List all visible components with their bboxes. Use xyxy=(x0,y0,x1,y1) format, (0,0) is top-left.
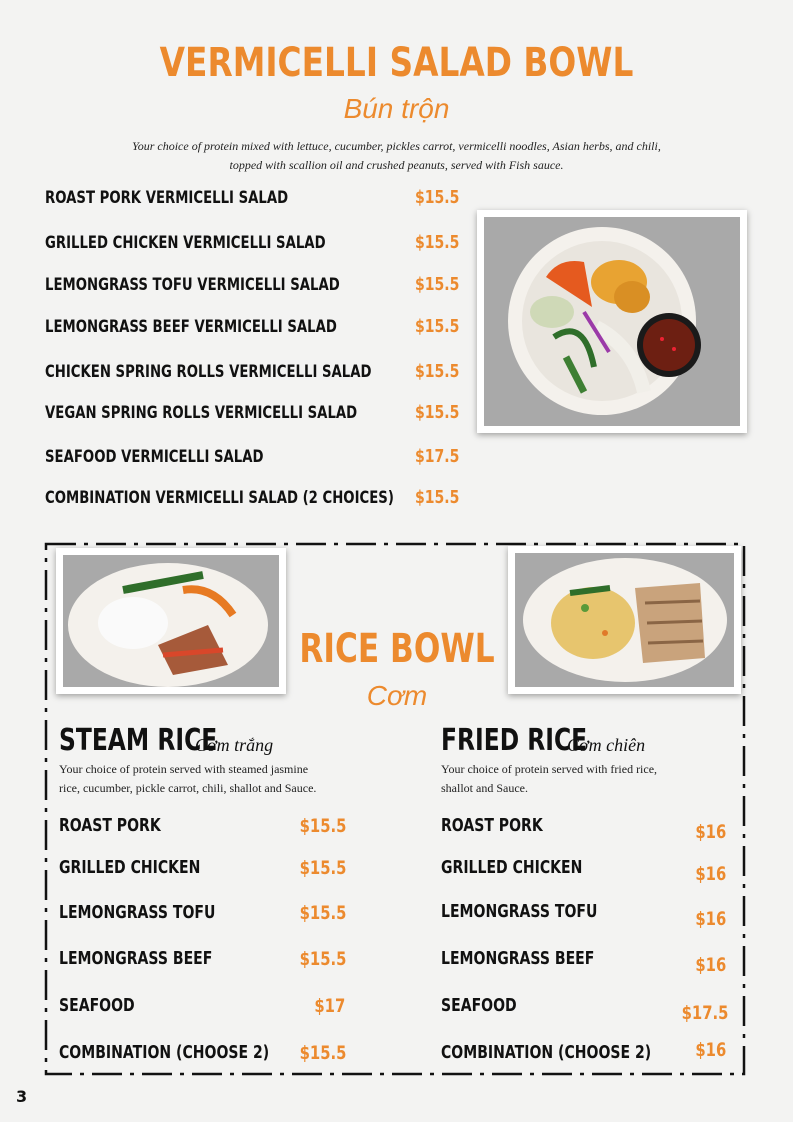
item-name: VEGAN SPRING ROLLS VERMICELLI SALAD xyxy=(45,403,358,423)
vermicelli-description-line: topped with scallion oil and crushed peanuts, served with Fish sauce. xyxy=(229,158,564,172)
item-price: $15.5 xyxy=(415,187,460,208)
item-price: $15.5 xyxy=(299,948,347,970)
menu-item xyxy=(59,812,347,840)
steam-rice-subtitle: Cơm trắng xyxy=(195,735,274,755)
item-name: ROAST PORK xyxy=(441,815,543,836)
item-name: SEAFOOD xyxy=(59,995,135,1016)
menu-item xyxy=(45,184,465,212)
menu-item xyxy=(45,443,465,471)
menu-item xyxy=(45,358,465,386)
item-price: $17.5 xyxy=(415,446,460,467)
menu-item xyxy=(45,484,465,512)
vermicelli-bowl-photo xyxy=(477,210,747,433)
menu-item xyxy=(45,229,465,257)
fried-rice-title: FRIED RICE xyxy=(441,723,588,758)
menu-item xyxy=(45,399,465,427)
fried-rice-heading xyxy=(441,723,646,758)
item-price: $15.5 xyxy=(415,274,460,295)
menu-item xyxy=(45,271,465,299)
menu-item xyxy=(45,313,465,341)
item-name: COMBINATION VERMICELLI SALAD (2 CHOICES) xyxy=(45,488,394,508)
item-name: GRILLED CHICKEN xyxy=(59,857,201,878)
item-name: GRILLED CHICKEN VERMICELLI SALAD xyxy=(45,233,326,253)
item-name: LEMONGRASS BEEF VERMICELLI SALAD xyxy=(45,317,337,337)
item-name: LEMONGRASS TOFU VERMICELLI SALAD xyxy=(45,275,340,295)
item-name: LEMONGRASS TOFU xyxy=(59,902,216,923)
item-price: $15.5 xyxy=(415,316,460,337)
menu-item xyxy=(59,1039,347,1067)
steam-rice-image xyxy=(63,555,279,687)
menu-item xyxy=(441,812,731,843)
item-price: $16 xyxy=(695,863,727,885)
steam-rice-title: STEAM RICE xyxy=(59,723,218,758)
section-title-vermicelli: VERMICELLI SALAD BOWL xyxy=(159,40,634,86)
item-name: LEMONGRASS BEEF xyxy=(59,948,213,969)
fried-rice-photo xyxy=(508,546,741,694)
item-name: GRILLED CHICKEN xyxy=(441,857,583,878)
steam-rice-description-line: rice, cucumber, pickle carrot, chili, shallot and Sauce. xyxy=(59,781,317,795)
menu-item xyxy=(441,945,731,976)
section-subtitle-vermicelli: Bún trộn xyxy=(343,93,450,124)
item-name: LEMONGRASS BEEF xyxy=(441,948,595,969)
section-subtitle-rice: Cơm xyxy=(366,680,428,711)
vermicelli-description xyxy=(60,137,733,175)
steam-rice-photo xyxy=(56,548,286,694)
item-name: ROAST PORK VERMICELLI SALAD xyxy=(45,188,289,208)
menu-item xyxy=(441,854,731,885)
steam-rice-description xyxy=(59,760,316,798)
item-name: COMBINATION (CHOOSE 2) xyxy=(59,1042,270,1063)
page-number: 3 xyxy=(16,1087,28,1106)
item-price: $15.5 xyxy=(299,815,347,837)
menu-item xyxy=(59,945,347,973)
item-price: $15.5 xyxy=(415,232,460,253)
item-price: $16 xyxy=(695,908,727,930)
item-name: CHICKEN SPRING ROLLS VERMICELLI SALAD xyxy=(45,362,372,382)
item-name: COMBINATION (CHOOSE 2) xyxy=(441,1042,652,1063)
vermicelli-description-line: Your choice of protein mixed with lettuce, cucumber, pickles carrot, vermicelli noodles, Asian herbs, and chili, xyxy=(132,139,661,153)
item-price: $17.5 xyxy=(681,1002,729,1024)
menu-item xyxy=(441,992,731,1024)
menu-item xyxy=(59,854,347,882)
fried-rice-description-line: shallot and Sauce. xyxy=(441,781,528,795)
item-price: $15.5 xyxy=(415,402,460,423)
item-price: $16 xyxy=(695,954,727,976)
menu-item xyxy=(441,898,731,930)
steam-rice-description-line: Your choice of protein served with steamed jasmine xyxy=(59,762,309,776)
fried-rice-image xyxy=(515,553,734,687)
item-price: $16 xyxy=(695,821,727,843)
section-title-rice: RICE BOWL xyxy=(299,626,495,672)
item-name: LEMONGRASS TOFU xyxy=(441,901,598,922)
menu-item xyxy=(441,1039,731,1067)
steam-rice-heading xyxy=(59,723,274,758)
item-price: $17 xyxy=(314,995,346,1017)
vermicelli-bowl-image xyxy=(484,217,740,426)
item-price: $15.5 xyxy=(299,902,347,924)
fried-rice-description-line: Your choice of protein served with fried rice, xyxy=(441,762,658,776)
menu-item xyxy=(59,992,346,1020)
item-price: $15.5 xyxy=(299,1042,347,1064)
item-price: $15.5 xyxy=(415,487,460,508)
item-name: ROAST PORK xyxy=(59,815,161,836)
item-name: SEAFOOD xyxy=(441,995,517,1016)
item-price: $16 xyxy=(695,1039,727,1061)
fried-rice-description xyxy=(441,760,657,798)
fried-rice-subtitle: Cơm chiên xyxy=(567,735,646,755)
item-name: SEAFOOD VERMICELLI SALAD xyxy=(45,447,264,467)
menu-item xyxy=(59,899,347,927)
item-price: $15.5 xyxy=(415,361,460,382)
item-price: $15.5 xyxy=(299,857,347,879)
